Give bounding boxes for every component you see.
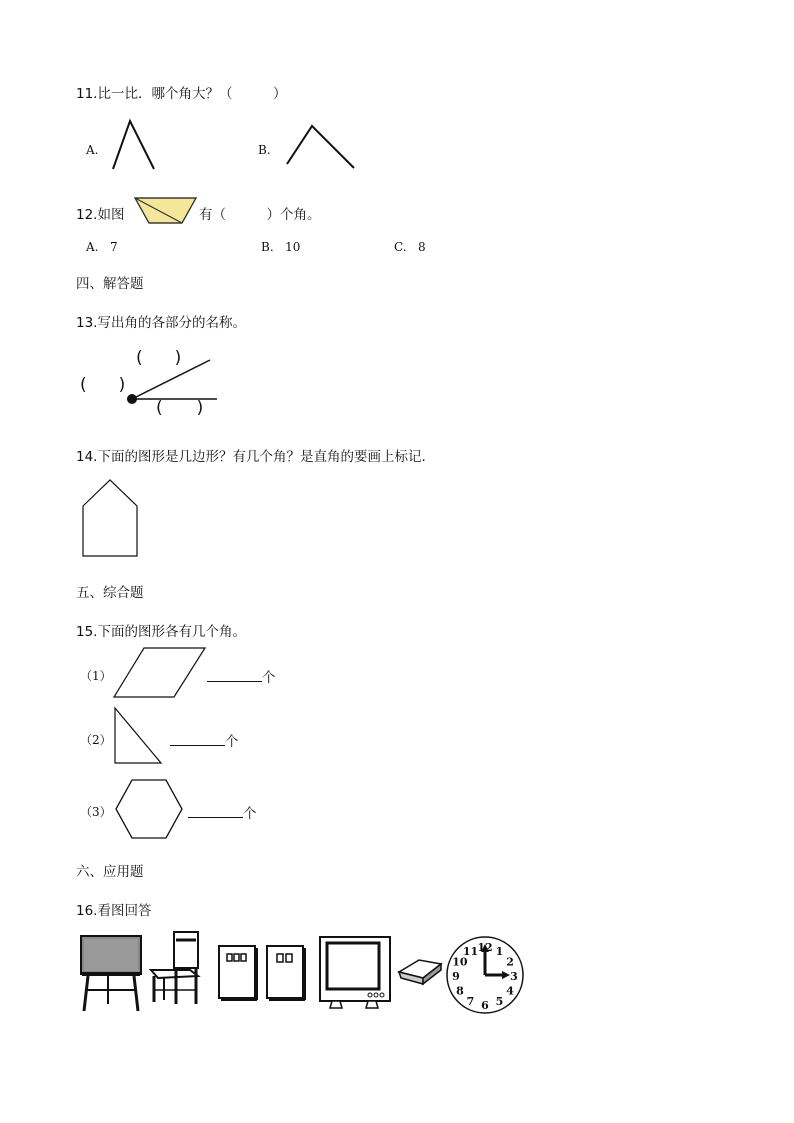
- q12-option-a-value: 7: [109, 240, 118, 254]
- q15-item2-blank[interactable]: [170, 733, 225, 746]
- q13-paren-right: ): [174, 348, 182, 368]
- q11-option-a-label: A.: [86, 143, 99, 157]
- q15-item3-label: （3）: [80, 805, 112, 819]
- q12-option-c-label: C.: [394, 240, 407, 254]
- q11-angle-b: [284, 122, 360, 170]
- q11-option-b-label: B.: [258, 143, 271, 157]
- q15-text: 15.下面的图形各有几个角。: [76, 624, 246, 640]
- clock-number-3: 3: [510, 970, 518, 983]
- clock-number-10: 10: [452, 955, 468, 969]
- q12-option-a-label: A.: [86, 240, 99, 254]
- q13-paren-left: (: [156, 398, 163, 418]
- q13-vertex-blank: [80, 375, 125, 395]
- q11-text: 11.比一比．哪个角大？（ ）: [76, 86, 287, 102]
- clock-number-1: 1: [495, 944, 504, 958]
- section4-title: 四、解答题: [76, 276, 144, 292]
- q16-blackboard-image: [78, 934, 144, 1014]
- q13-paren-left: (: [136, 348, 143, 368]
- clock-number-4: 4: [506, 984, 514, 998]
- q12-prefix: 12.如图: [76, 207, 125, 223]
- q13-ray-bottom-blank: [156, 398, 203, 418]
- q14-pentagon-figure: [80, 478, 142, 560]
- q13-text: 13.写出角的各部分的名称。: [76, 315, 246, 331]
- q15-item2-unit: 个: [225, 734, 239, 750]
- section5-title: 五、综合题: [76, 585, 144, 601]
- q16-text: 16.看图回答: [76, 903, 152, 919]
- q15-item1-unit: 个: [262, 670, 276, 686]
- q12-option-c: [394, 240, 426, 254]
- q15-triangle: [112, 706, 164, 766]
- clock-number-9: 9: [452, 970, 460, 983]
- q16-chair-image: [148, 930, 204, 1008]
- section6-title: 六、应用题: [76, 864, 144, 880]
- clock-number-6: 6: [481, 999, 489, 1012]
- q13-ray-top-blank: [136, 348, 181, 368]
- q15-hexagon: [114, 778, 184, 840]
- clock-number-2: 2: [506, 955, 514, 969]
- q14-text: 14.下面的图形是几边形？有几个角？是直角的要画上标记．: [76, 449, 435, 465]
- q15-item2-answer: [170, 730, 239, 750]
- q13-paren-right: ): [118, 375, 126, 395]
- clock-number-11: 11: [462, 944, 479, 958]
- q15-item1-answer: [207, 666, 276, 686]
- q16-tv-image: [318, 935, 394, 1011]
- q15-item3-answer: [188, 802, 257, 822]
- q13-paren-left: (: [80, 375, 87, 395]
- q12-parallelogram-figure: [132, 196, 198, 226]
- clock-number-12: 12: [477, 941, 493, 954]
- q15-item3-unit: 个: [243, 806, 257, 822]
- q15-parallelogram: [112, 646, 208, 700]
- q12-option-a: [86, 240, 118, 254]
- q12-suffix: 有（ ）个角。: [199, 207, 321, 223]
- q16-eraser-image: [397, 956, 445, 986]
- q12-option-b-value: 10: [285, 240, 301, 254]
- q13-paren-right: ): [196, 398, 204, 418]
- clock-number-7: 7: [466, 995, 475, 1009]
- q12-option-c-value: 8: [418, 240, 426, 254]
- q15-item3-blank[interactable]: [188, 805, 243, 818]
- q16-clock-image: [444, 934, 526, 1016]
- clock-number-8: 8: [456, 984, 464, 998]
- q15-item1-blank[interactable]: [207, 669, 262, 682]
- q16-book-image-2: [265, 944, 309, 1002]
- q11-angle-a: [110, 118, 160, 172]
- q15-item2-label: （2）: [80, 733, 112, 747]
- q12-option-b-label: B.: [261, 240, 274, 254]
- clock-number-5: 5: [495, 995, 504, 1009]
- q15-item1-label: （1）: [80, 669, 112, 683]
- q16-book-image-1: [217, 944, 261, 1002]
- q12-option-b: [261, 240, 300, 254]
